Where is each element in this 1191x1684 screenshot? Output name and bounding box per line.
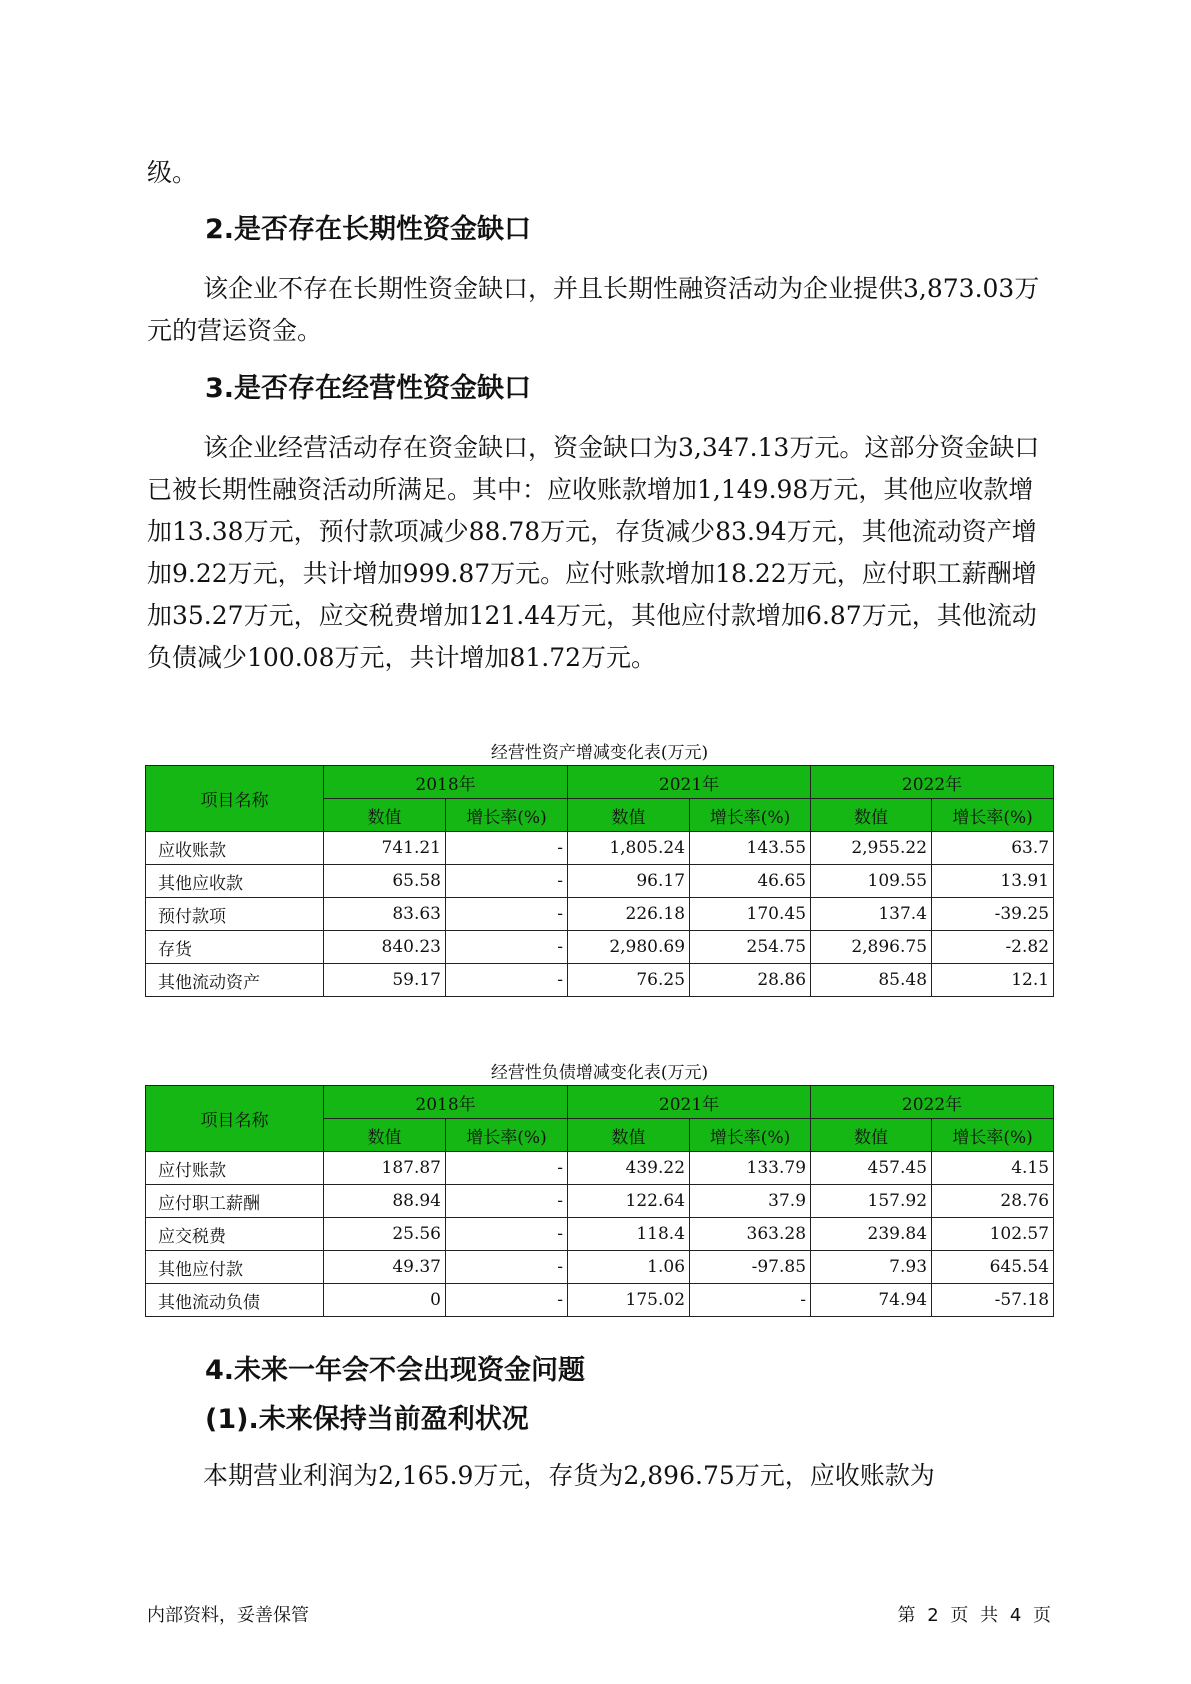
value-header: 数值 [324, 1119, 446, 1152]
cell: 83.63 [324, 898, 446, 931]
cell: 439.22 [568, 1152, 690, 1185]
row-name: 应交税费 [146, 1218, 324, 1251]
cell: 175.02 [568, 1284, 690, 1317]
table-row [146, 931, 1054, 964]
cell: 96.17 [568, 865, 690, 898]
year-header: 2018年 [324, 766, 568, 799]
cell: - [446, 1218, 568, 1251]
table2-caption: 经营性负债增减变化表(万元) [490, 1063, 709, 1083]
cell: 12.1 [932, 964, 1054, 997]
row-name: 其他流动资产 [146, 964, 324, 997]
item-name-header: 项目名称 [146, 1086, 324, 1152]
year-header: 2021年 [568, 1086, 811, 1119]
cell: 741.21 [324, 832, 446, 865]
cell: 63.7 [932, 832, 1054, 865]
row-name: 应收账款 [146, 832, 324, 865]
table-row [146, 898, 1054, 931]
cell: - [446, 1185, 568, 1218]
cell: -39.25 [932, 898, 1054, 931]
growth-header: 增长率(%) [690, 799, 811, 832]
cell: 840.23 [324, 931, 446, 964]
row-name: 其他流动负债 [146, 1284, 324, 1317]
cell: 109.55 [811, 865, 932, 898]
row-name: 应付职工薪酬 [146, 1185, 324, 1218]
subsection-heading-4-1: (1).未来保持当前盈利状况 [205, 1404, 529, 1435]
paragraph-continuation: 级。 [147, 158, 198, 187]
cell: 85.48 [811, 964, 932, 997]
growth-header: 增长率(%) [446, 799, 568, 832]
cell: 4.15 [932, 1152, 1054, 1185]
cell: 2,896.75 [811, 931, 932, 964]
cell: - [446, 1284, 568, 1317]
cell: 1.06 [568, 1251, 690, 1284]
cell: 118.4 [568, 1218, 690, 1251]
cell: 363.28 [690, 1218, 811, 1251]
cell: - [446, 832, 568, 865]
cell: 65.58 [324, 865, 446, 898]
operating-liabilities-table [145, 1085, 1054, 1317]
cell: 143.55 [690, 832, 811, 865]
paragraph-long-term-gap: 该企业不存在长期性资金缺口，并且长期性融资活动为企业提供3,873.03万元的营运资金。 [147, 274, 1040, 345]
cell: 76.25 [568, 964, 690, 997]
footer-confidential-note: 内部资料，妥善保管 [147, 1605, 309, 1626]
cell: 74.94 [811, 1284, 932, 1317]
item-name-header: 项目名称 [146, 766, 324, 832]
table-row [146, 832, 1054, 865]
cell: 170.45 [690, 898, 811, 931]
table1-caption: 经营性资产增减变化表(万元) [490, 743, 709, 763]
cell: 137.4 [811, 898, 932, 931]
value-header: 数值 [568, 1119, 690, 1152]
year-header: 2021年 [568, 766, 811, 799]
cell: -2.82 [932, 931, 1054, 964]
table-row [146, 1284, 1054, 1317]
operating-assets-table [145, 765, 1054, 997]
cell: 226.18 [568, 898, 690, 931]
section-heading-2: 2.是否存在长期性资金缺口 [205, 214, 532, 245]
cell: 133.79 [690, 1152, 811, 1185]
cell: 157.92 [811, 1185, 932, 1218]
row-name: 其他应付款 [146, 1251, 324, 1284]
section-heading-4: 4.未来一年会不会出现资金问题 [205, 1355, 586, 1386]
row-name: 预付款项 [146, 898, 324, 931]
cell: 59.17 [324, 964, 446, 997]
cell: 102.57 [932, 1218, 1054, 1251]
cell: 239.84 [811, 1218, 932, 1251]
table-row [146, 964, 1054, 997]
table-row [146, 1185, 1054, 1218]
section-heading-3: 3.是否存在经营性资金缺口 [205, 373, 532, 404]
growth-header: 增长率(%) [932, 799, 1054, 832]
cell: 0 [324, 1284, 446, 1317]
row-name: 存货 [146, 931, 324, 964]
cell: 88.94 [324, 1185, 446, 1218]
cell: 1,805.24 [568, 832, 690, 865]
year-header: 2022年 [811, 1086, 1054, 1119]
cell: 49.37 [324, 1251, 446, 1284]
cell: 13.91 [932, 865, 1054, 898]
cell: - [446, 964, 568, 997]
growth-header: 增长率(%) [690, 1119, 811, 1152]
cell: 2,955.22 [811, 832, 932, 865]
cell: 254.75 [690, 931, 811, 964]
table-row [146, 1218, 1054, 1251]
cell: 25.56 [324, 1218, 446, 1251]
table-row [146, 865, 1054, 898]
cell: 28.86 [690, 964, 811, 997]
cell: - [446, 1152, 568, 1185]
table-row [146, 1251, 1054, 1284]
value-header: 数值 [568, 799, 690, 832]
year-header: 2022年 [811, 766, 1054, 799]
year-header: 2018年 [324, 1086, 568, 1119]
growth-header: 增长率(%) [446, 1119, 568, 1152]
cell: 37.9 [690, 1185, 811, 1218]
cell: 645.54 [932, 1251, 1054, 1284]
cell: 46.65 [690, 865, 811, 898]
cell: - [446, 931, 568, 964]
cell: 2,980.69 [568, 931, 690, 964]
row-name: 应付账款 [146, 1152, 324, 1185]
cell: - [446, 898, 568, 931]
value-header: 数值 [811, 1119, 932, 1152]
value-header: 数值 [811, 799, 932, 832]
table-row [146, 1152, 1054, 1185]
cell: - [446, 1251, 568, 1284]
cell: - [446, 865, 568, 898]
cell: 187.87 [324, 1152, 446, 1185]
row-name: 其他应收款 [146, 865, 324, 898]
cell: 28.76 [932, 1185, 1054, 1218]
cell: 122.64 [568, 1185, 690, 1218]
paragraph-profit-status: 本期营业利润为2,165.9万元，存货为2,896.75万元，应收账款为 [203, 1461, 935, 1490]
cell: 457.45 [811, 1152, 932, 1185]
footer-page-number: 第 2 页 共 4 页 [897, 1605, 1051, 1626]
cell: 7.93 [811, 1251, 932, 1284]
cell: -57.18 [932, 1284, 1054, 1317]
cell: - [690, 1284, 811, 1317]
growth-header: 增长率(%) [932, 1119, 1054, 1152]
paragraph-operating-gap: 该企业经营活动存在资金缺口，资金缺口为3,347.13万元。这部分资金缺口已被长期性融资活动所满足。其中：应收账款增加1,149.98万元，其他应收款增加13.38万元，预付款项减少88.78万元，存货减少83.94万元，其他流动资产增加9.22万元，共计增加999.87万元。应付账款增加18.22万元，应付职工薪酬增加35.27万元，应交税费增加121.44万元，其他应付款增加6.87万元，其他流动负债减少100.08万元，共计增加81.72万元。 [147, 433, 1040, 672]
cell: -97.85 [690, 1251, 811, 1284]
value-header: 数值 [324, 799, 446, 832]
